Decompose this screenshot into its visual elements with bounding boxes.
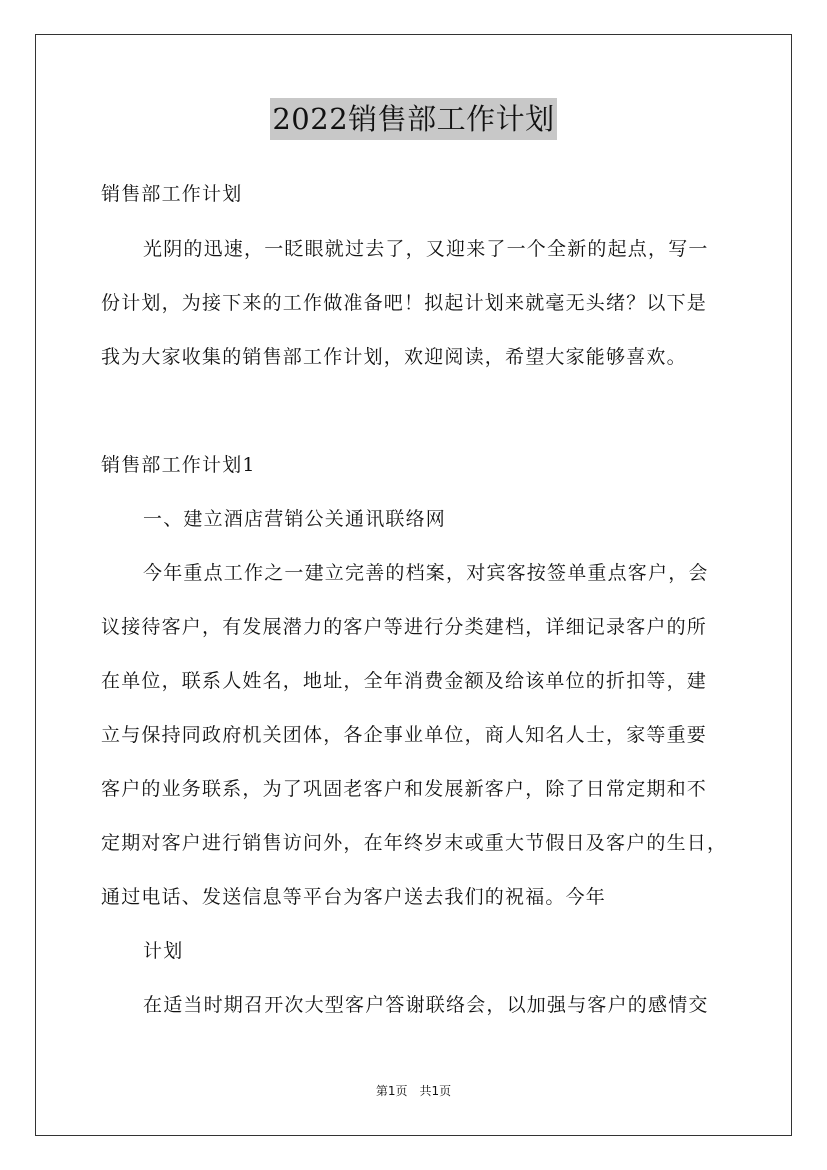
paragraph-line: 议接待客户，有发展潜力的客户等进行分类建档，详细记录客户的所 <box>101 616 708 638</box>
paragraph-line: 计划 <box>143 940 184 962</box>
section-heading: 销售部工作计划1 <box>101 454 256 476</box>
paragraph-line: 我为大家收集的销售部工作计划，欢迎阅读，希望大家能够喜欢。 <box>101 346 687 368</box>
subsection-heading: 一、建立酒店营销公关通讯联络网 <box>143 508 447 530</box>
page-footer: 第1页 共1页 <box>375 1084 452 1098</box>
paragraph-line: 通过电话、发送信息等平台为客户送去我们的祝福。今年 <box>101 886 607 908</box>
paragraph-line: 客户的业务联系，为了巩固老客户和发展新客户，除了日常定期和不 <box>101 778 708 800</box>
paragraph-line: 今年重点工作之一建立完善的档案，对宾客按签单重点客户，会 <box>143 562 709 584</box>
paragraph-line: 在单位，联系人姓名，地址，全年消费金额及给该单位的折扣等，建 <box>101 670 708 692</box>
section-heading: 销售部工作计划 <box>101 183 243 205</box>
paragraph-line: 份计划，为接下来的工作做准备吧！拟起计划来就毫无头绪？以下是 <box>101 292 708 314</box>
title-container <box>0 98 827 140</box>
paragraph-line: 定期对客户进行销售访问外，在年终岁末或重大节假日及客户的生日， <box>101 832 728 854</box>
paragraph-line: 在适当时期召开次大型客户答谢联络会，以加强与客户的感情交 <box>143 994 709 1016</box>
paragraph-line: 立与保持同政府机关团体，各企事业单位，商人知名人士，家等重要 <box>101 724 708 746</box>
paragraph-line: 光阴的迅速，一眨眼就过去了，又迎来了一个全新的起点，写一 <box>143 238 709 260</box>
document-title: 2022销售部工作计划 <box>270 98 556 140</box>
